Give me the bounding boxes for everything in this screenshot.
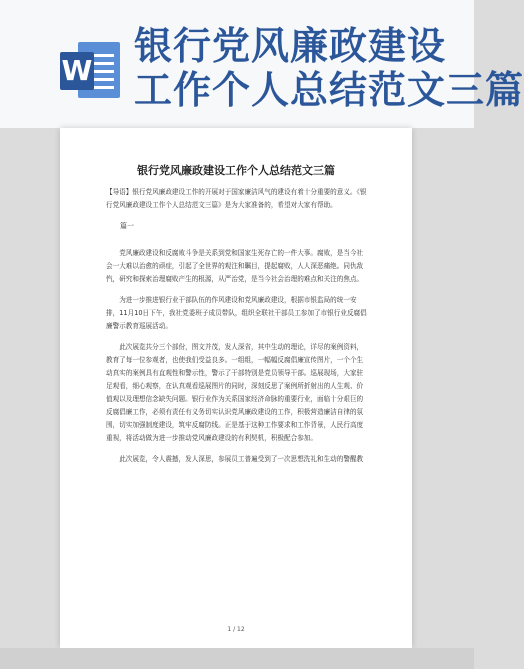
banner-title-line2: 工作个人总结范文三篇 xyxy=(134,68,524,112)
document-body xyxy=(106,186,368,474)
body-paragraph: 此次展览共分三个部份，图文并茂，发人深省，其中生动的理论，详尽的案例资料，教育了每一位参观者，也使我们受益良多。一组组，一幅幅反腐倡廉宣传图片，一个个生动真实的案例具有直观性和警示性，警示了干部特别是党员领导干部。巡展现场，大家驻足观看，细心观察，在认真观看巡展图片的同时，深刻反思了案例所折射出的人生观、价值观以及理想信念缺失问题。银行业作为关系国家经济命脉的重要行业，面临十分艰巨的反腐倡廉工作，必须有责任有义务切实认识党风廉政建设的工作，积极营造廉洁自律的氛围，切实加强制度建设，筑牢反腐防线。正是基于这种工作要求和工作背景，人民行高度重视，将活动做为进一步推动党风廉政建设的有利契机，积极配合参加。 xyxy=(106,343,364,442)
document-title: 银行党风廉政建设工作个人总结范文三篇 xyxy=(137,164,335,177)
word-icon-letter: W xyxy=(60,52,94,90)
banner-title-line1: 银行党风廉政建设 xyxy=(134,24,447,68)
word-icon xyxy=(60,42,120,98)
banner xyxy=(0,0,524,128)
banner-title xyxy=(134,24,524,112)
section-heading: 篇一 xyxy=(120,222,134,230)
document-page xyxy=(60,128,412,648)
body-paragraph: 为进一步推进银行业干部队伍的作风建设和党风廉政建设，根据市银监局的统一安排，11月10日下午，我社党委班子成员带队，组织全联社干部员工参加了市银行业反腐倡廉警示教育巡展活动。 xyxy=(106,296,367,330)
page-number: 1 / 12 xyxy=(227,626,245,633)
guide-paragraph: 【导语】银行党风廉政建设工作的开展对于国家廉洁风气的建设有着十分重要的意义。《银行党风廉政建设工作个人总结范文三篇》是为大家准备的，希望对大家有帮助。 xyxy=(106,188,367,209)
body-paragraph: 党风廉政建设和反腐败斗争是关系到党和国家生死存亡的一件大事。腐败，是当今社会一大难以治愈的顽症，引起了全世界的观注和瞩目，提起腐败，人人深恶痛绝。同仇敌忾，研究和探索治理腐败产生的根源，从严治党，是当今社会治理的难点和关注的焦点。 xyxy=(106,249,364,283)
background-strip xyxy=(0,648,474,669)
body-paragraph: 此次展览，令人震撼，发人深思，参展员工普遍受到了一次思想洗礼和生动的警醒教 xyxy=(119,455,364,463)
